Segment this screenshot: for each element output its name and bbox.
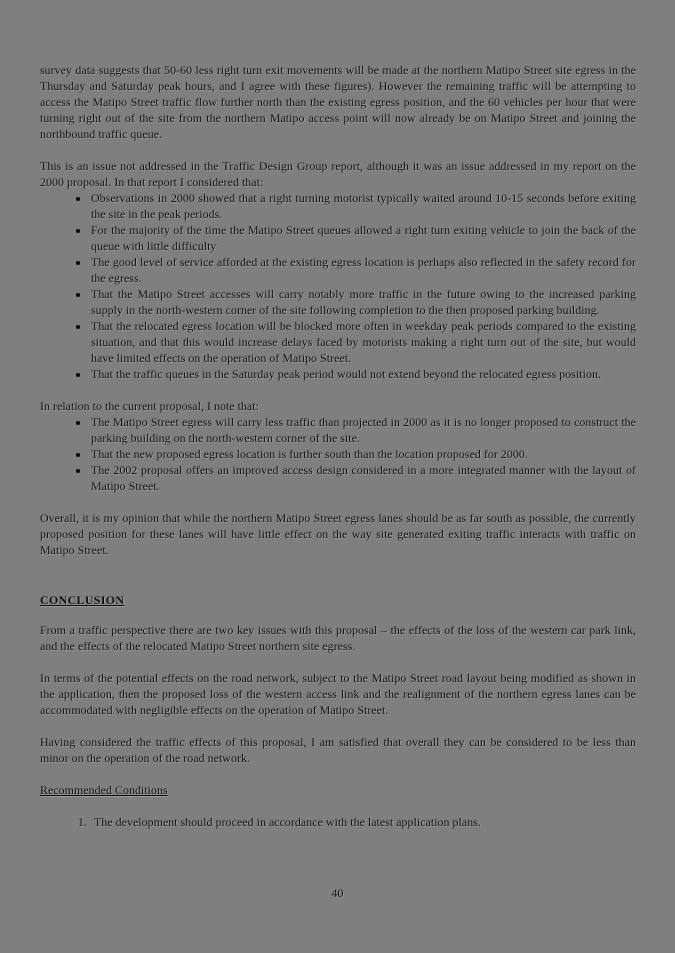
list-item: • That the relocated egress location will be blocked more often in weekday peak periods compared to the existing situation, and that this would increase delays faced by motorists making a right turn out of the site, but would have limited effects on the operation of Matipo Street. <box>90 318 636 366</box>
list-item: • The 2002 proposal offers an improved access design considered in a more integrated manner with the layout of Matipo Street. <box>90 462 636 494</box>
paragraph-current-proposal-intro: In relation to the current proposal, I note that: <box>40 399 259 413</box>
conditions-numbered-list <box>40 814 636 830</box>
paragraph-conclusion-less-than-minor: Having considered the traffic effects of this proposal, I am satisfied that overall they can be considered to be less than minor on the operation of the road network. <box>40 735 636 765</box>
list-item: • For the majority of the time the Matipo Street queues allowed a right turn exiting vehicle to join the back of the queue with little difficulty <box>90 222 636 254</box>
recommended-conditions-heading: Recommended Conditions <box>40 783 168 797</box>
list-item: • Observations in 2000 showed that a right turning motorist typically waited around 10-15 seconds before exiting the site in the peak periods. <box>90 190 636 222</box>
document-text-block <box>40 62 636 830</box>
paragraph-conclusion-key-issues: From a traffic perspective there are two key issues with this proposal – the effects of the loss of the western car park link, and the effects of the relocated Matipo Street northern site egress. <box>40 623 636 653</box>
paragraph-survey-data: survey data suggests that 50-60 less right turn exit movements will be made at the northern Matipo Street site egress in the Thursday and Saturday peak hours, and I agree with these figures). However the remaining traffic will be attempting to access the Matipo Street traffic flow further north than the existing egress position, and the 60 vehicles per hour that were turning right out of the site from the northern Matipo access point will now already be on Matipo Street and joining the northbound traffic queue. <box>40 63 636 141</box>
page-number: 40 <box>331 886 344 900</box>
bullet-list-2000-report <box>40 190 636 382</box>
list-item: • That the new proposed egress location is further south than the location proposed for 2000. <box>90 446 636 462</box>
list-item: • The Matipo Street egress will carry less traffic than projected in 2000 as it is no longer proposed to construct the parking building on the north-western corner of the site. <box>90 414 636 446</box>
list-item: • That the Matipo Street accesses will carry notably more traffic in the future owing to the increased parking supply in the north-western corner of the site following completion to the then proposed parking building. <box>90 286 636 318</box>
bullet-list-current-proposal <box>40 414 636 494</box>
paragraph-conclusion-road-network: In terms of the potential effects on the road network, subject to the Matipo Street road layout being modified as shown in the application, then the proposed loss of the western access link and the realignment of the northern egress lanes can be accommodated with negligible effects on the operation of Matipo Street. <box>40 671 636 717</box>
paragraph-overall-opinion: Overall, it is my opinion that while the northern Matipo Street egress lanes should be as far south as possible, the currently proposed position for these lanes will have little effect on the way site generated exiting traffic interacts with traffic on Matipo Street. <box>40 511 636 557</box>
list-item: 1. The development should proceed in accordance with the latest application plans. <box>90 814 636 830</box>
list-item: • The good level of service afforded at the existing egress location is perhaps also reflected in the safety record for the egress. <box>90 254 636 286</box>
paragraph-issue-intro: This is an issue not addressed in the Traffic Design Group report, although it was an issue addressed in my report on the 2000 proposal. In that report I considered that: <box>40 159 636 189</box>
conclusion-heading: CONCLUSION <box>40 593 125 607</box>
list-item: • That the traffic queues in the Saturday peak period would not extend beyond the relocated egress position. <box>90 366 636 382</box>
